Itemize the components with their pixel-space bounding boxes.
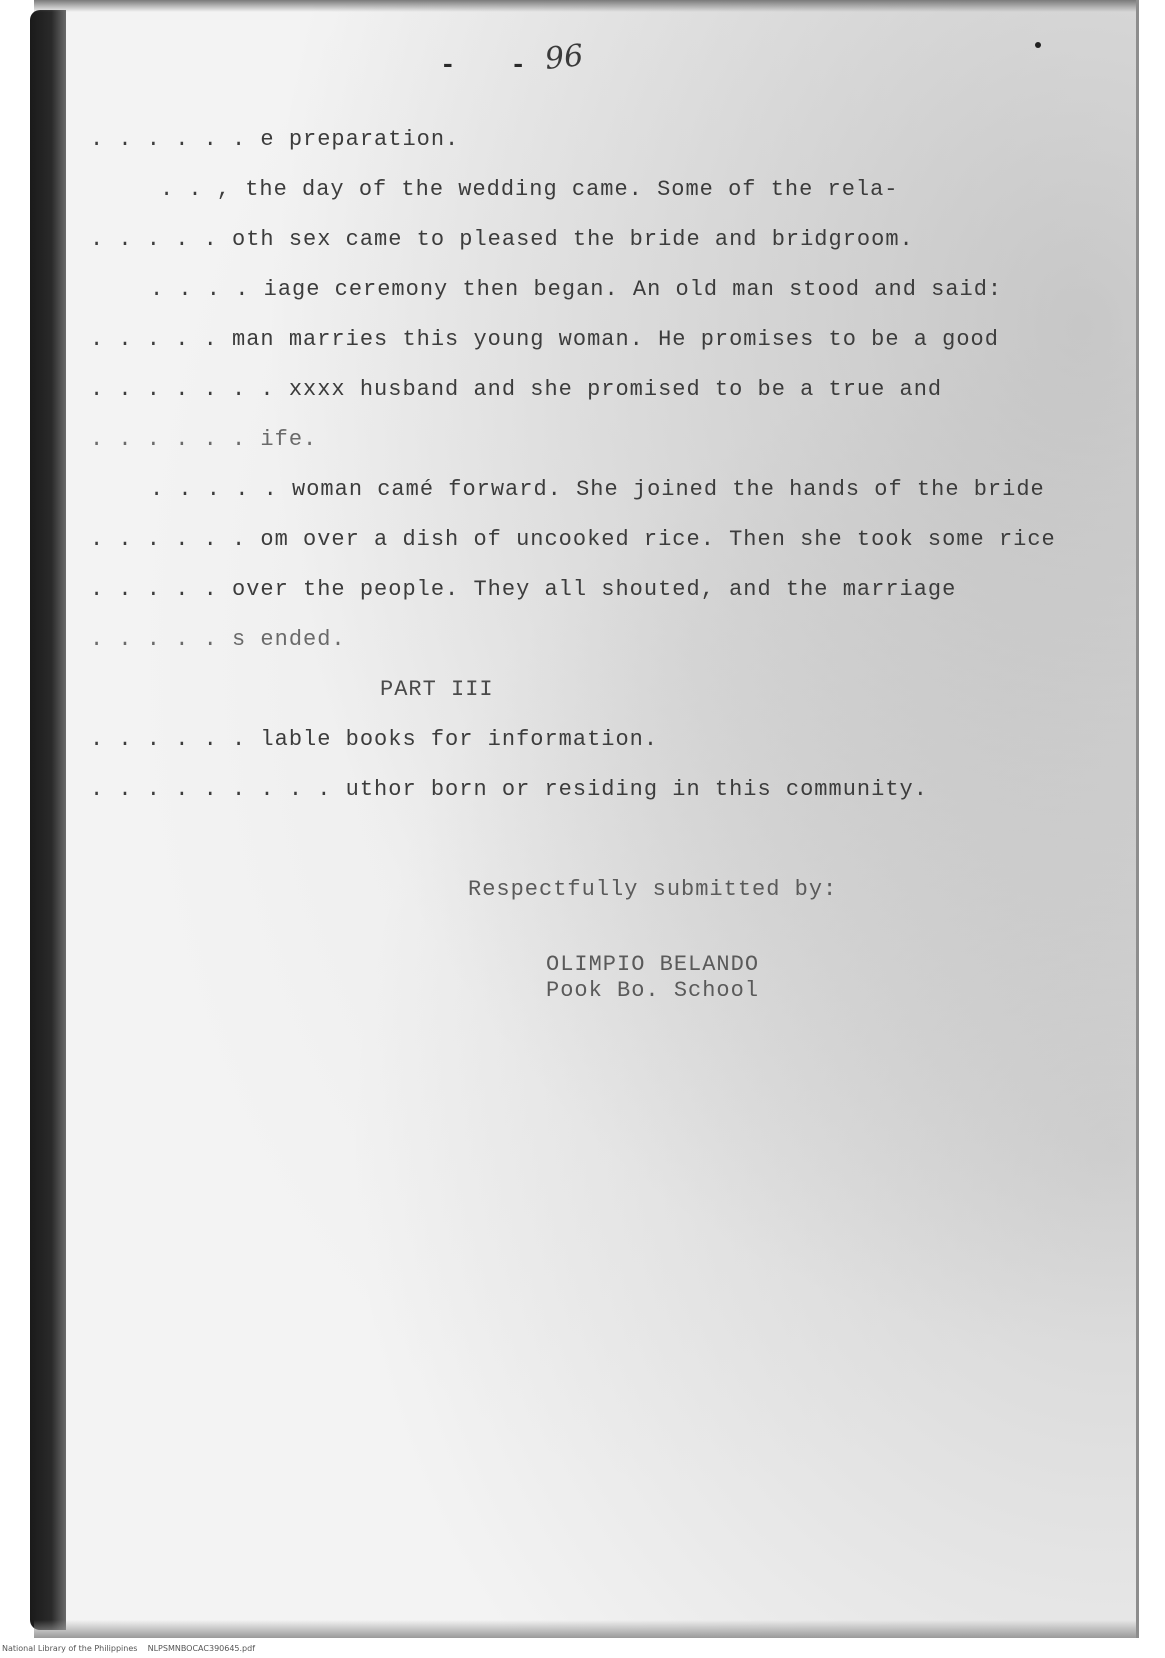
body-line-7: . . . . . . ife. xyxy=(90,427,318,452)
ink-dot xyxy=(1035,42,1041,48)
top-edge-shadow xyxy=(34,0,1136,12)
part-heading: PART III xyxy=(380,677,494,702)
part-item-1: . . . . . . lable books for information. xyxy=(90,727,659,752)
signature-name: OLIMPIO BELANDO xyxy=(546,952,760,977)
body-line-4: . . . . iage ceremony then began. An old man stood and said: xyxy=(150,277,1003,302)
body-line-3: . . . . . oth sex came to pleased the bride and bridgroom. xyxy=(90,227,914,252)
bottom-edge-shadow xyxy=(34,1620,1136,1638)
body-line-1: . . . . . . e preparation. xyxy=(90,127,460,152)
signature-closing: Respectfully submitted by: xyxy=(468,877,838,902)
handwritten-page-number: 96 xyxy=(543,38,585,77)
body-line-6: . . . . . . . xxxx husband and she promised to be a true and xyxy=(90,377,943,402)
archive-footer: National Library of the Philippines NLPSMNBOCAC390645.pdf xyxy=(2,1644,256,1653)
body-line-10: . . . . . over the people. They all shouted, and the marriage xyxy=(90,577,957,602)
body-line-9: . . . . . . om over a dish of uncooked rice. Then she took some rice xyxy=(90,527,1056,552)
body-line-8: . . . . . woman camé forward. She joined the hands of the bride xyxy=(150,477,1045,502)
typed-page-marker: - - xyxy=(440,50,529,80)
body-line-11: . . . . . s ended. xyxy=(90,627,346,652)
binding-shadow xyxy=(30,10,66,1630)
part-item-2: . . . . . . . . . uthor born or residing in this community. xyxy=(90,777,928,802)
signature-school: Pook Bo. School xyxy=(546,978,760,1003)
body-line-5: . . . . . man marries this young woman. He promises to be a good xyxy=(90,327,999,352)
body-line-2: . . , the day of the wedding came. Some of the rela- xyxy=(160,177,899,202)
